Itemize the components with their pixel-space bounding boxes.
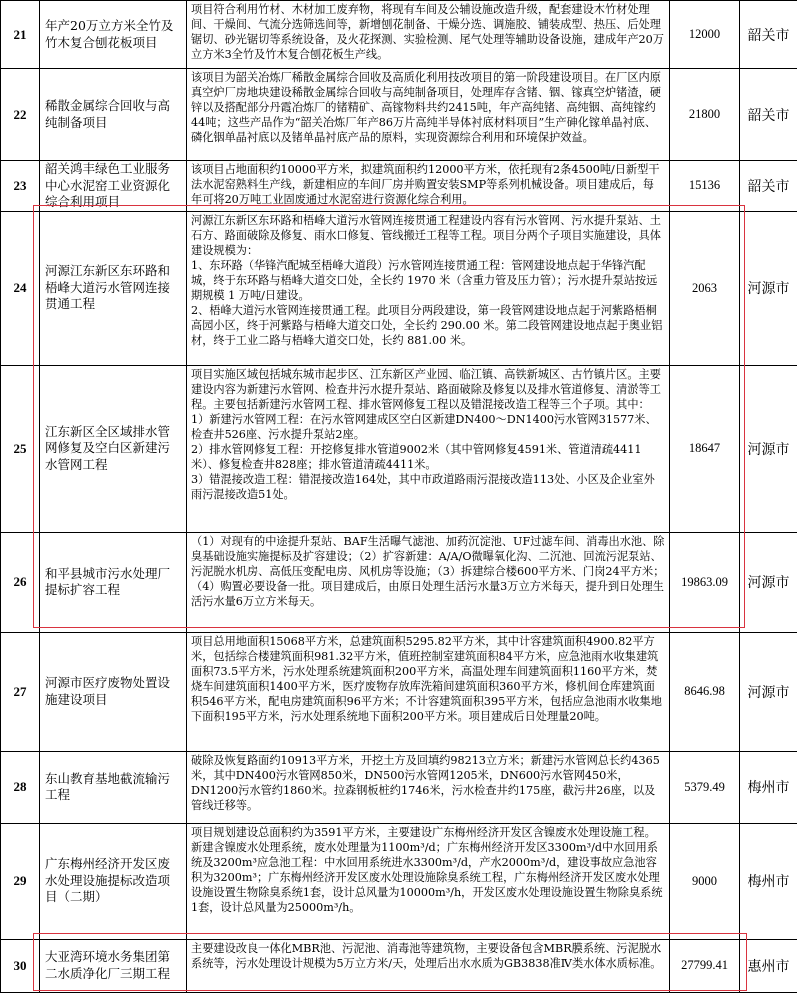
description-text: 河源江东新区东环路和梧峰大道污水管网连接贯通工程建设内容有污水管网、污水提升泵站、土石方、路面破除及修复、雨水口修复、管线搬迁工程等工程。项目分两个子项目实施建设，具体建设规模为： 1、东环路（华锋汽配城至梧峰大道段）污水管网连接贯通工程：管网建设地点起于华锋汽配城，终于东环路与梧峰大道交口处，全长约 1970 米（含重力管及压力管）；污水提升泵站按远期规模 1 万吨/日建设。 2、梧峰大道污水管网连接贯通工程。此项目分两段建设，第一段管网建设地点起于河紫路梧桐高园小区，终于河紫路与梧峰大道交口处，全长约 290.00 米。第二段管网建设地点起于奥业铝材，终于工业二路与梧峰大道交口处，长约 881.00 米。 [191,213,665,349]
investment-amount: 12000 [670,1,740,69]
row-number: 22 [1,69,40,161]
project-name: 江东新区全区域排水管网修复及空白区新建污水管网工程 [40,365,187,532]
project-name: 河源市医疗废物处置设施建设项目 [40,632,187,751]
project-name: 河源江东新区东环路和梧峰大道污水管网连接贯通工程 [40,211,187,365]
city-name: 河源市 [740,365,797,532]
city-name: 韶关市 [740,1,797,69]
project-description [187,1,670,69]
city-name: 韶关市 [740,161,797,212]
table-row [1,939,797,992]
project-name: 广东梅州经济开发区废水处理设施提标改造项目（二期） [40,823,187,939]
project-name: 年产20万立方米全竹及竹木复合刨花板项目 [40,1,187,69]
city-name: 韶关市 [740,69,797,161]
row-number: 24 [1,211,40,365]
investment-amount: 9000 [670,823,740,939]
project-description [187,823,670,939]
investment-amount: 19863.09 [670,532,740,632]
project-description [187,751,670,823]
description-text: 该项目为韶关冶炼厂稀散金属综合回收及高质化利用技改项目的第一阶段建设项目。在厂区内原真空炉厂房地块建设稀散金属综合回收与高纯制备项目，处理库存含锗、铟、镓真空炉锗渣，硬锌以及搭配部分丹霞冶炼厂的锗精矿、高镓物料共约2415吨，年产高纯锗、高纯铟、高纯镓约44吨；这些产品作为“韶关冶炼厂年产86万片高纯半导体衬底材料项目”生产砷化镓单晶衬底、磷化铟单晶衬底以及锗单晶衬底产品的原料，实现资源综合利用和环境保护效益。 [191,70,665,145]
investment-amount: 15136 [670,161,740,212]
project-name: 大亚湾环境水务集团第二水质净化厂三期工程 [40,939,187,992]
table-row [1,823,797,939]
table-row [1,161,797,212]
investment-amount: 27799.41 [670,939,740,992]
description-text: 项目总用地面积15068平方米，总建筑面积5295.82平方米，其中计容建筑面积4900.82平方米，包括综合楼建筑面积981.32平方米，值班控制室建筑面积84平方米，应急池雨水收集建筑面积73.5平方米，污水处理系统建筑面积200平方米，高温处理车间建筑面积1160平方米，焚烧车间建筑面积1400平方米，医疗废物存放库洗箱间建筑面积360平方米，修机间仓库建筑面积546平方米，配电房建筑面积96平方米；不计容建筑面积395平方米，包括应急池雨水收集地下面积195平方米，污水处理系统地下面积200平方米。项目建成后日处理量20吨。 [191,634,665,725]
project-description [187,69,670,161]
row-number: 25 [1,365,40,532]
description-text: 项目符合利用竹材、木材加工废弃物，将现有车间及公辅设施改造升级，配套建设木竹材处理间、干燥间、气流分选筛选间等，新增刨花制备、干燥分选、调施胶、铺装成型、热压、后处理锯切、砂光锯切等系统设备，及火花探测、实验检测、尾气处理等辅助设备设施，建成年产20万立方米3全竹及竹木复合刨花板生产线。 [191,2,665,62]
project-description [187,161,670,212]
city-name: 惠州市 [740,939,797,992]
project-name: 稀散金属综合回收与高纯制备项目 [40,69,187,161]
project-description [187,365,670,532]
row-number: 28 [1,751,40,823]
project-description [187,939,670,992]
table-row [1,69,797,161]
investment-amount: 21800 [670,69,740,161]
project-name: 东山教育基地截流输污工程 [40,751,187,823]
description-text: （1）对现有的中途提升泵站、BAF生活曝气滤池、加药沉淀池、UF过滤车间、消毒出水池、除臭基础设施实施提标及扩容建设；（2）扩容新建：A/A/O微曝氧化沟、二沉池、回流污泥泵站、污泥脱水机房、高低压变配电房、风机房等设施；（3）拆建综合楼600平方米、门岗24平方米；（4）购置必要设备一批。项目建成后，由原日处理生活污水量3万立方米每天，提升到日处理生活污水量6万立方米每天。 [191,534,665,609]
investment-amount: 18647 [670,365,740,532]
project-name: 韶关鸿丰绿色工业服务中心水泥窑工业资源化综合利用项目 [40,161,187,212]
project-description [187,632,670,751]
city-name: 河源市 [740,632,797,751]
row-number: 21 [1,1,40,69]
row-number: 29 [1,823,40,939]
row-number: 30 [1,939,40,992]
investment-amount: 2063 [670,211,740,365]
city-name: 梅州市 [740,823,797,939]
table-row [1,365,797,532]
description-text: 该项目占地面积约10000平方米，拟建筑面积约12000平方米，依托现有2条4500吨/日新型干法水泥窑熟料生产线，新建相应的车间厂房并购置安装SMP等系列机械设备。项目建成后，每年可将20万吨工业固废通过水泥窑进行资源化综合利用。 [191,162,665,207]
project-description [187,532,670,632]
description-text: 主要建设改良一体化MBR池、污泥池、消毒池等建筑物，主要设备包含MBR膜系统、污泥脱水系统等，污水处理设计规模为5万立方米/天，处理后出水水质为GB3838准Ⅳ类水体水质标准。 [191,941,665,971]
project-description [187,211,670,365]
project-name: 和平县城市污水处理厂提标扩容工程 [40,532,187,632]
table-row [1,532,797,632]
city-name: 河源市 [740,211,797,365]
description-text: 破除及恢复路面约10913平方米，开挖土方及回填约98213立方米；新建污水管网总长约4365米，其中DN400污水管网850米，DN500污水管网1205米，DN600污水管网450米，DN1200污水管约1860米。拉森钢板桩约1746米，污水检查井约175座，截污井26座，以及管线迁移等。 [191,753,665,813]
row-number: 27 [1,632,40,751]
description-text: 项目规划建设总面积约为3591平方米，主要建设广东梅州经济开发区含镍废水处理设施工程。新建含镍废水处理系统，废水处理量为1100m³/d；广东梅州经济开发区3300m³/d中水回用系统及3200m³应急池工程：中水回用系统进水3300m³/d，产水2000m³/d，建设事故应急池容积为3200m³；广东梅州经济开发区废水处理设施除臭系统工程，广东梅州经济开发区废水处理设施设置生物除臭系统1套，设计总风量为10000m³/h，开发区废水处理设施设置生物除臭系统1套，设计总风量为25000m³/h。 [191,825,665,916]
investment-amount: 5379.49 [670,751,740,823]
table-row [1,632,797,751]
city-name: 河源市 [740,532,797,632]
table-row [1,211,797,365]
row-number: 26 [1,532,40,632]
row-number: 23 [1,161,40,212]
city-name: 梅州市 [740,751,797,823]
investment-amount: 8646.98 [670,632,740,751]
table-row [1,751,797,823]
table-row [1,1,797,69]
description-text: 项目实施区域包括城东城市起步区、江东新区产业园、临江镇、高铁新城区、古竹镇片区。主要建设内容为新建污水管网、检查井污水提升泵站、路面破除及修复以及排水管道修复、清淤等工程。主要包括新建污水管网工程、排水管网修复工程以及错混接改造工程等三个子项。其中： 1）新建污水管网工程：在污水管网建成区空白区新建DN400～DN1400污水管网31577米、检查井526座、污水提升泵站2座。 2）排水管网修复工程：开挖修复排水管道9002米（其中管网修复4591米、管道清疏4411米）、修复检查井828座；排水管道清疏4411米。 3）错混接改造工程：错混接改造164处，其中市政道路雨污混接改造113处、小区及企业室外雨污混接改造51处。 [191,367,665,503]
